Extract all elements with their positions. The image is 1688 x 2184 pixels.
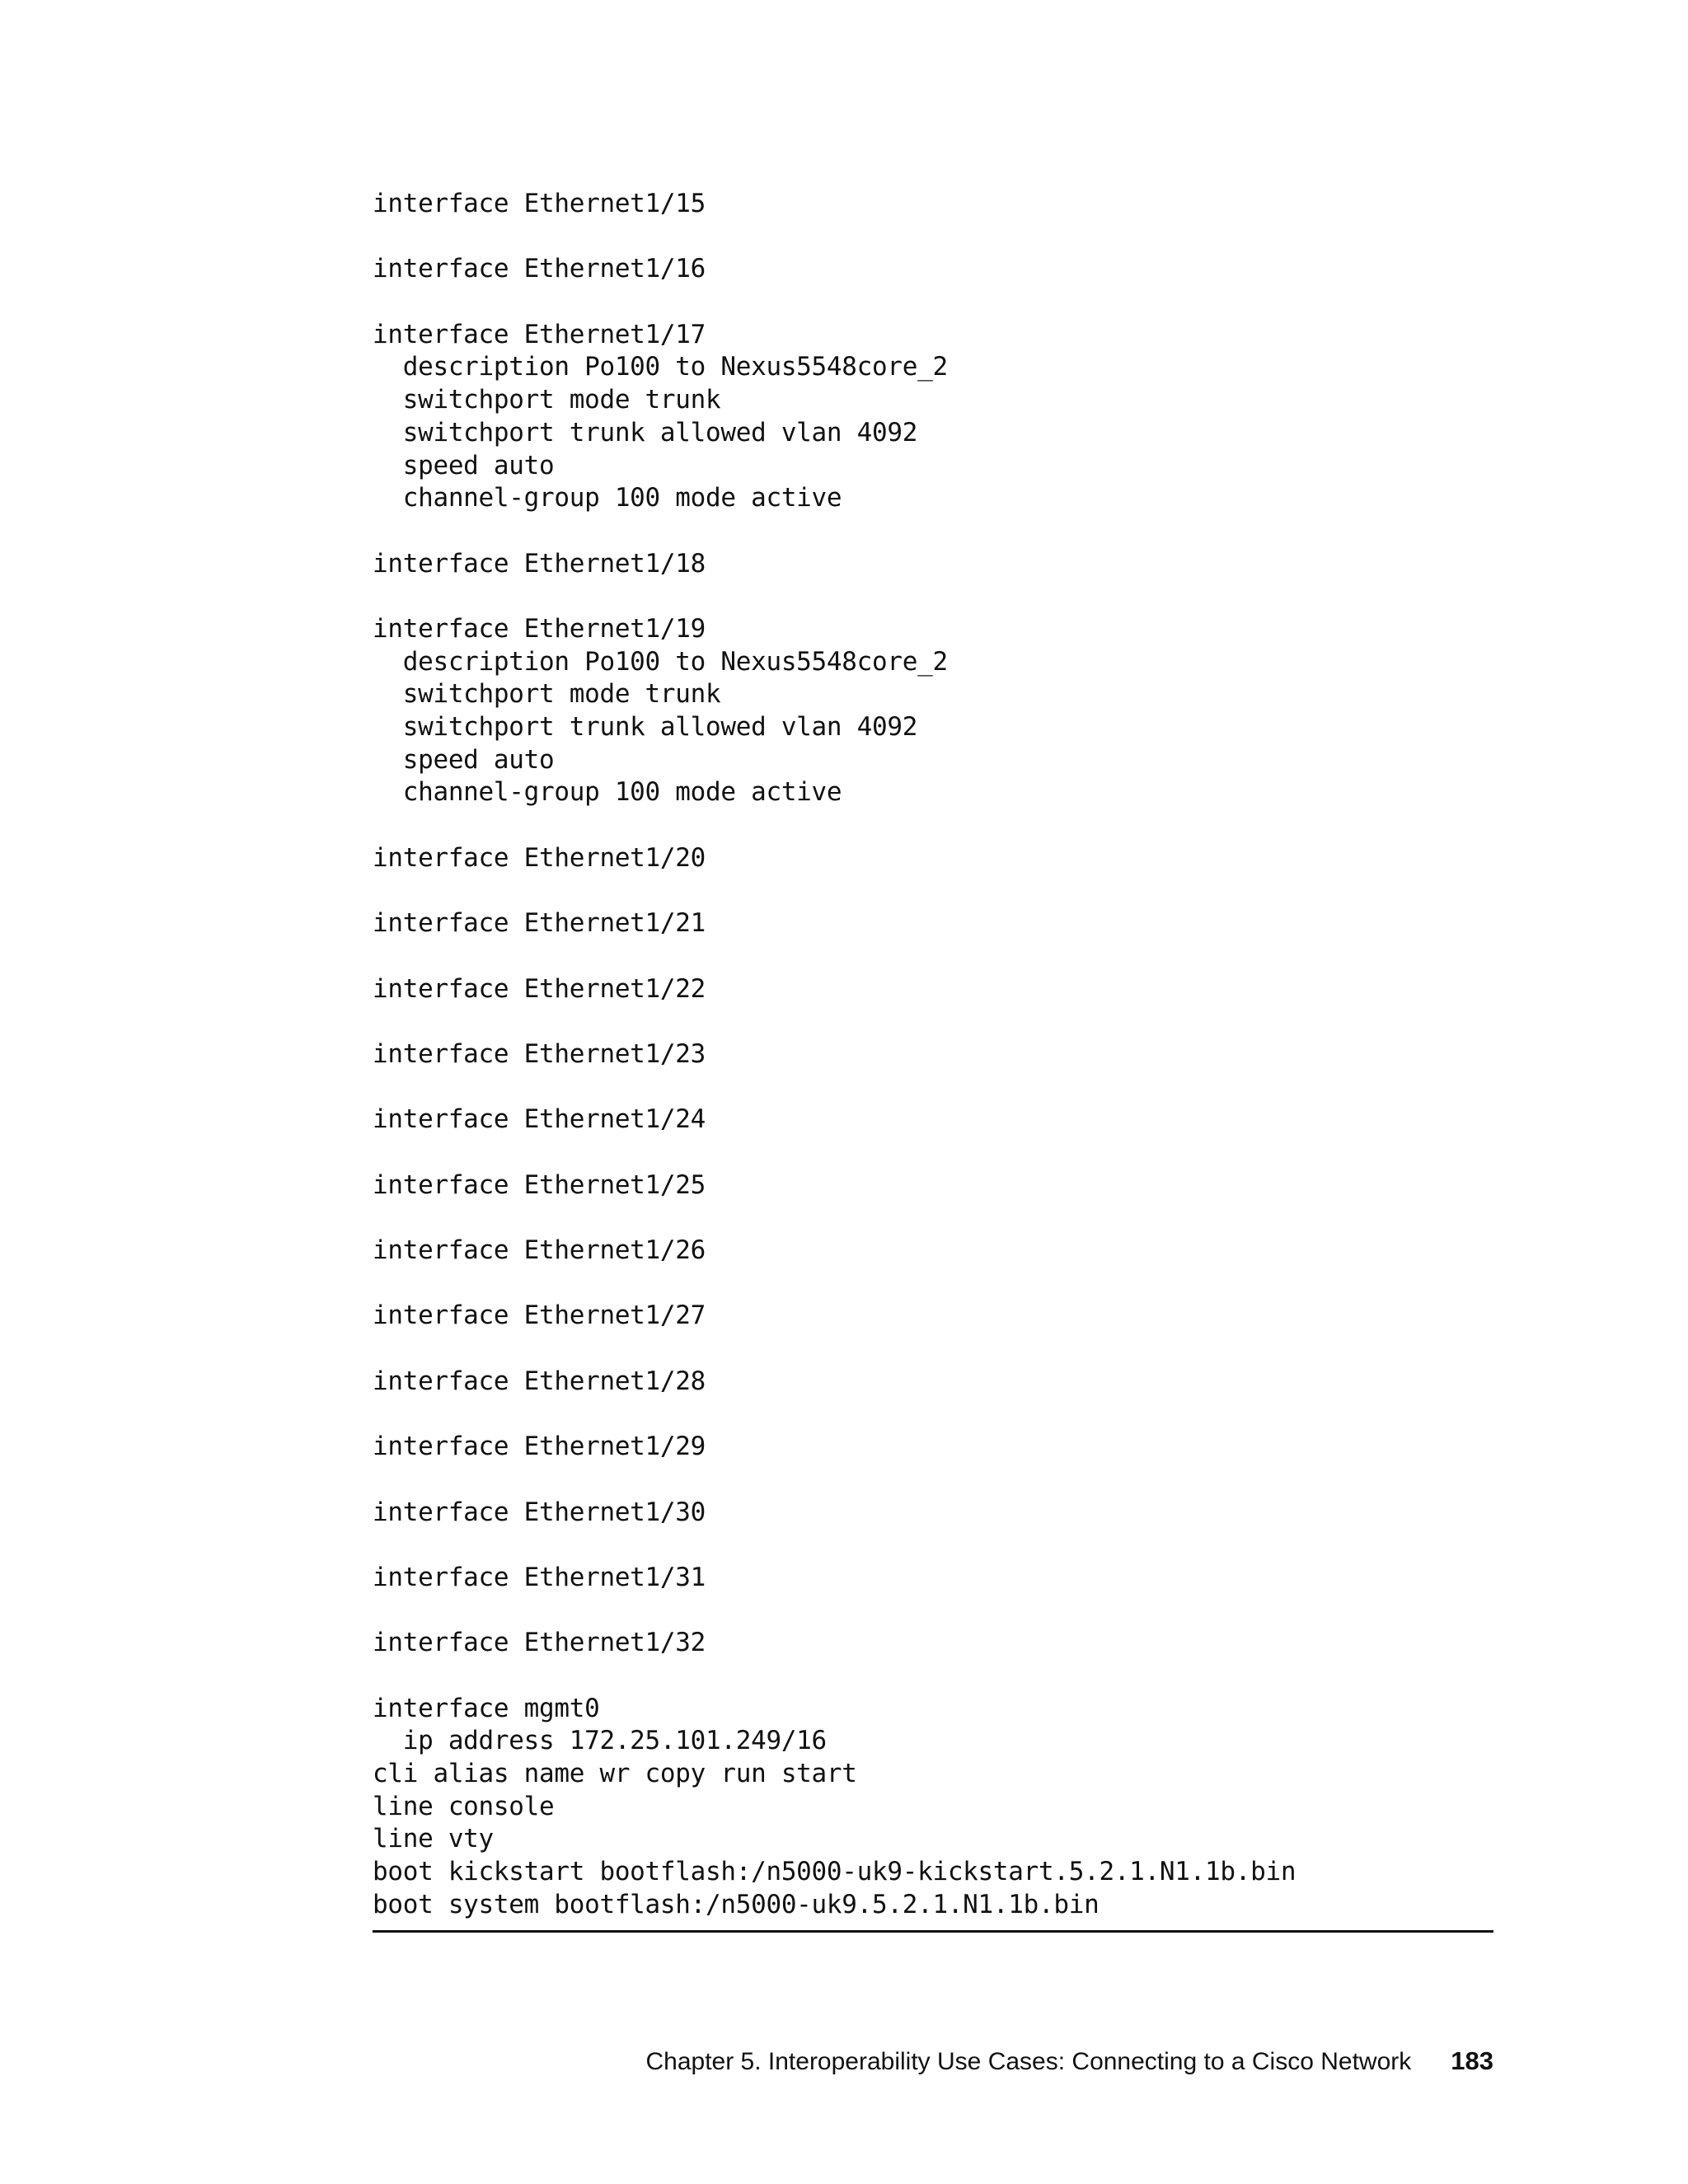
code-blank-line <box>373 809 1493 842</box>
code-line: interface Ethernet1/32 <box>373 1628 706 1658</box>
code-blank-line <box>373 1333 1493 1366</box>
code-line: boot system bootflash:/n5000-uk9.5.2.1.N1.1b.bin <box>373 1889 1100 1919</box>
code-blank-line <box>373 1071 1493 1104</box>
footer-chapter-title: Chapter 5. Interoperability Use Cases: Connecting to a Cisco Network <box>645 2048 1412 2075</box>
code-blank-line <box>373 1398 1493 1431</box>
code-line: description Po100 to Nexus5548core_2 <box>373 646 948 677</box>
code-line: interface Ethernet1/22 <box>373 973 706 1004</box>
code-line: line console <box>373 1791 555 1821</box>
code-blank-line <box>373 1595 1493 1628</box>
code-line: interface Ethernet1/19 <box>373 613 706 644</box>
code-blank-line <box>373 580 1493 613</box>
code-line: boot kickstart bootflash:/n5000-uk9-kickstart.5.2.1.N1.1b.bin <box>373 1857 1296 1887</box>
code-blank-line <box>373 1529 1493 1562</box>
code-line: interface Ethernet1/31 <box>373 1562 706 1592</box>
code-line: channel-group 100 mode active <box>373 483 842 513</box>
code-line: interface Ethernet1/18 <box>373 548 706 579</box>
code-line: ip address 172.25.101.249/16 <box>373 1726 827 1756</box>
page-footer <box>645 2046 1493 2076</box>
code-blank-line <box>373 1137 1493 1169</box>
code-line: cli alias name wr copy run start <box>373 1759 857 1788</box>
code-line: description Po100 to Nexus5548core_2 <box>373 352 948 382</box>
code-line: interface Ethernet1/27 <box>373 1301 706 1331</box>
code-blank-line <box>373 940 1493 973</box>
code-line: interface Ethernet1/16 <box>373 254 706 284</box>
code-line: interface Ethernet1/25 <box>373 1169 706 1200</box>
code-blank-line <box>373 515 1493 548</box>
code-line: interface Ethernet1/20 <box>373 842 706 873</box>
code-line: switchport mode trunk <box>373 679 721 710</box>
code-line: interface mgmt0 <box>373 1693 600 1723</box>
code-blank-line <box>373 1660 1493 1693</box>
code-line: interface Ethernet1/26 <box>373 1235 706 1265</box>
code-listing-bottom-rule <box>373 1930 1493 1933</box>
code-blank-line <box>373 1268 1493 1301</box>
code-blank-line <box>373 221 1493 254</box>
code-line: interface Ethernet1/29 <box>373 1432 706 1462</box>
code-line: interface Ethernet1/21 <box>373 908 706 939</box>
code-blank-line <box>373 874 1493 907</box>
code-line: switchport trunk allowed vlan 4092 <box>373 417 918 448</box>
code-line: interface Ethernet1/24 <box>373 1104 706 1135</box>
code-line: interface Ethernet1/28 <box>373 1366 706 1396</box>
code-line: interface Ethernet1/23 <box>373 1038 706 1069</box>
code-line: switchport mode trunk <box>373 385 721 415</box>
code-line: speed auto <box>373 450 555 480</box>
code-blank-line <box>373 1202 1493 1235</box>
code-blank-line <box>373 1005 1493 1038</box>
code-line: interface Ethernet1/30 <box>373 1497 706 1527</box>
code-blank-line <box>373 286 1493 319</box>
code-listing <box>373 188 1493 1921</box>
code-line: switchport trunk allowed vlan 4092 <box>373 712 918 742</box>
code-line: channel-group 100 mode active <box>373 777 842 808</box>
footer-page-number: 183 <box>1451 2046 1493 2075</box>
code-line: speed auto <box>373 744 555 775</box>
code-line: interface Ethernet1/15 <box>373 189 706 218</box>
code-blank-line <box>373 1464 1493 1497</box>
code-line: interface Ethernet1/17 <box>373 319 706 349</box>
code-line: line vty <box>373 1824 494 1854</box>
